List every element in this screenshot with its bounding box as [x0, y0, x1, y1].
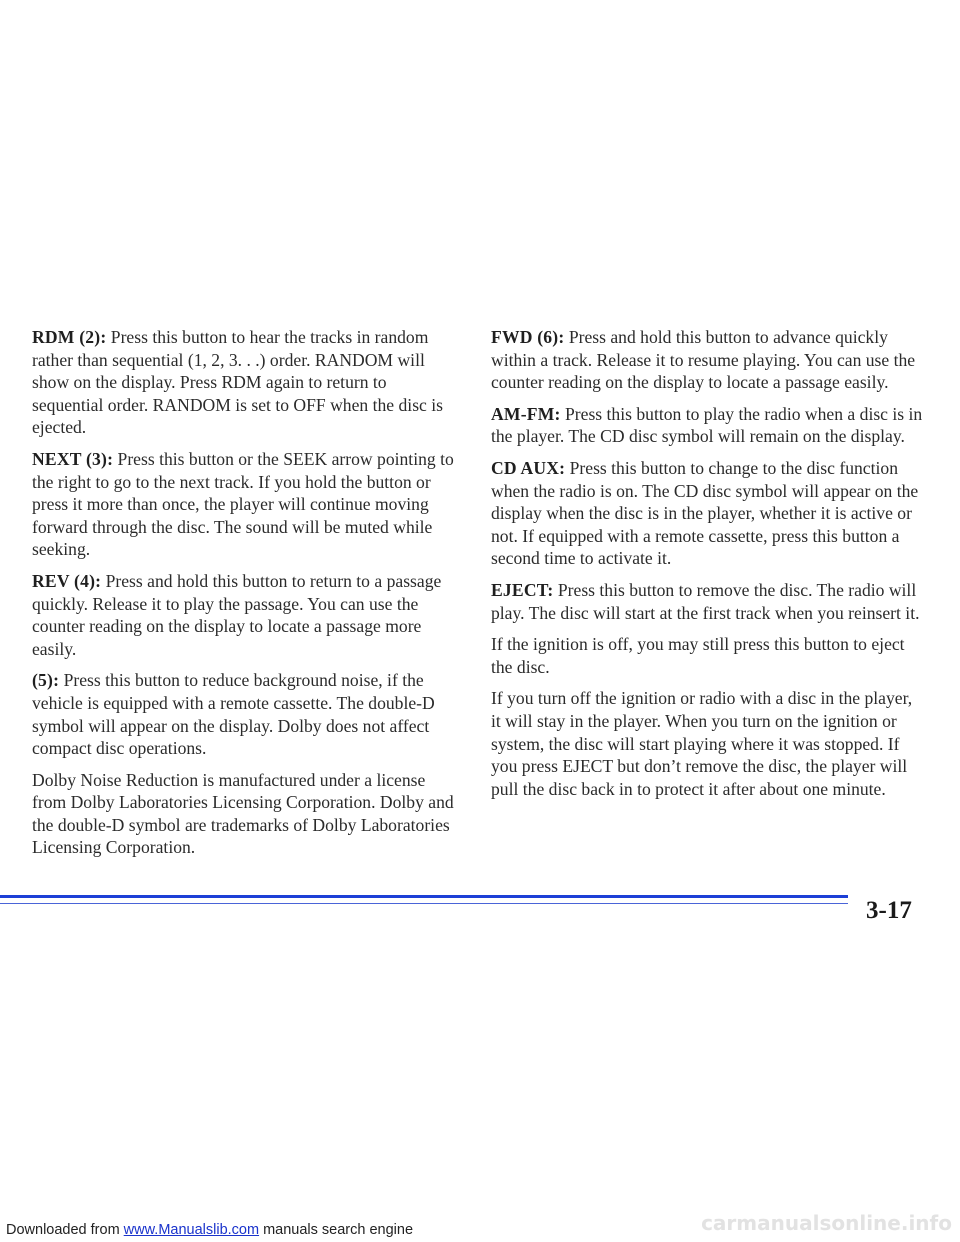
footer-suffix: manuals search engine	[259, 1222, 414, 1238]
dolby-button-text: Press this button to reduce background noise, if the vehicle is equipped with a remote cassette. The double-D symbol will appear on the display. Dolby does not affect compact disc operations.	[32, 670, 435, 759]
dolby-button-paragraph	[32, 669, 460, 759]
cd-aux-text: Press this button to change to the disc function when the radio is on. The CD disc symbol will appear on the display when the disc is in the player, whether it is active or not. If equipped with a remote cassette, press this button a second time to activate it.	[491, 457, 919, 569]
dolby-button-label: (5):	[32, 670, 60, 691]
left-text-column	[32, 326, 460, 868]
next-label: NEXT (3):	[32, 448, 114, 469]
eject-label: EJECT:	[491, 579, 554, 600]
footer-prefix: Downloaded from	[6, 1222, 124, 1238]
download-footer	[6, 1222, 413, 1238]
ignition-off-text: If the ignition is off, you may still press this button to eject the disc.	[491, 634, 905, 677]
rdm-paragraph	[32, 326, 460, 439]
dolby-license-text: Dolby Noise Reduction is manufactured under a license from Dolby Laboratories Licensing Corporation. Dolby and the double-D symbol are trademarks of Dolby Laboratories Licensing Corporation.	[32, 769, 454, 858]
next-paragraph	[32, 448, 460, 561]
page-number: 3-17	[866, 897, 912, 924]
disc-retain-text: If you turn off the ignition or radio with a disc in the player, it will stay in the player. When you turn on the ignition or system, the disc will start playing where it was stopped. If you press EJECT but don’t remove the disc, the player will pull the disc back in to protect it after about one minute.	[491, 688, 913, 799]
rdm-label: RDM (2):	[32, 327, 107, 347]
footer-rule-thin	[0, 903, 848, 904]
eject-paragraph	[491, 579, 923, 624]
rev-label: REV (4):	[32, 570, 102, 591]
fwd-text: Press and hold this button to advance quickly within a track. Release it to resume playing. You can use the counter reading on the display to locate a passage easily.	[491, 327, 916, 393]
rev-paragraph	[32, 570, 460, 660]
next-text: Press this button or the SEEK arrow pointing to the right to go to the next track. If you hold the button or press it more than once, the player will continue moving forward through the disc. The sound will be muted while seeking.	[32, 448, 454, 560]
footer-rule-thick	[0, 895, 848, 898]
am-fm-paragraph	[491, 403, 923, 448]
right-text-column	[491, 326, 923, 809]
fwd-label: FWD (6):	[491, 327, 565, 347]
rev-text: Press and hold this button to return to a passage quickly. Release it to play the passage. You can use the counter reading on the display to locate a passage more easily.	[32, 570, 442, 659]
disc-retain-paragraph	[491, 687, 923, 800]
watermark-logo: carmanualsonline.info	[701, 1211, 952, 1235]
am-fm-text: Press this button to play the radio when a disc is in the player. The CD disc symbol will remain on the display.	[491, 403, 923, 447]
cd-aux-paragraph	[491, 457, 923, 570]
cd-aux-label: CD AUX:	[491, 457, 566, 478]
eject-text: Press this button to remove the disc. The radio will play. The disc will start at the first track when you reinsert it.	[491, 579, 920, 623]
dolby-license-paragraph	[32, 769, 460, 859]
am-fm-label: AM-FM:	[491, 403, 561, 424]
ignition-off-paragraph	[491, 633, 923, 678]
rdm-text: Press this button to hear the tracks in random rather than sequential (1, 2, 3. . .) order. RANDOM will show on the display. Press RDM again to return to sequential order. RANDOM is set to OFF when the disc is ejected.	[32, 327, 443, 438]
manualslib-link[interactable]: www.Manualslib.com	[123, 1222, 260, 1238]
fwd-paragraph	[491, 326, 923, 394]
